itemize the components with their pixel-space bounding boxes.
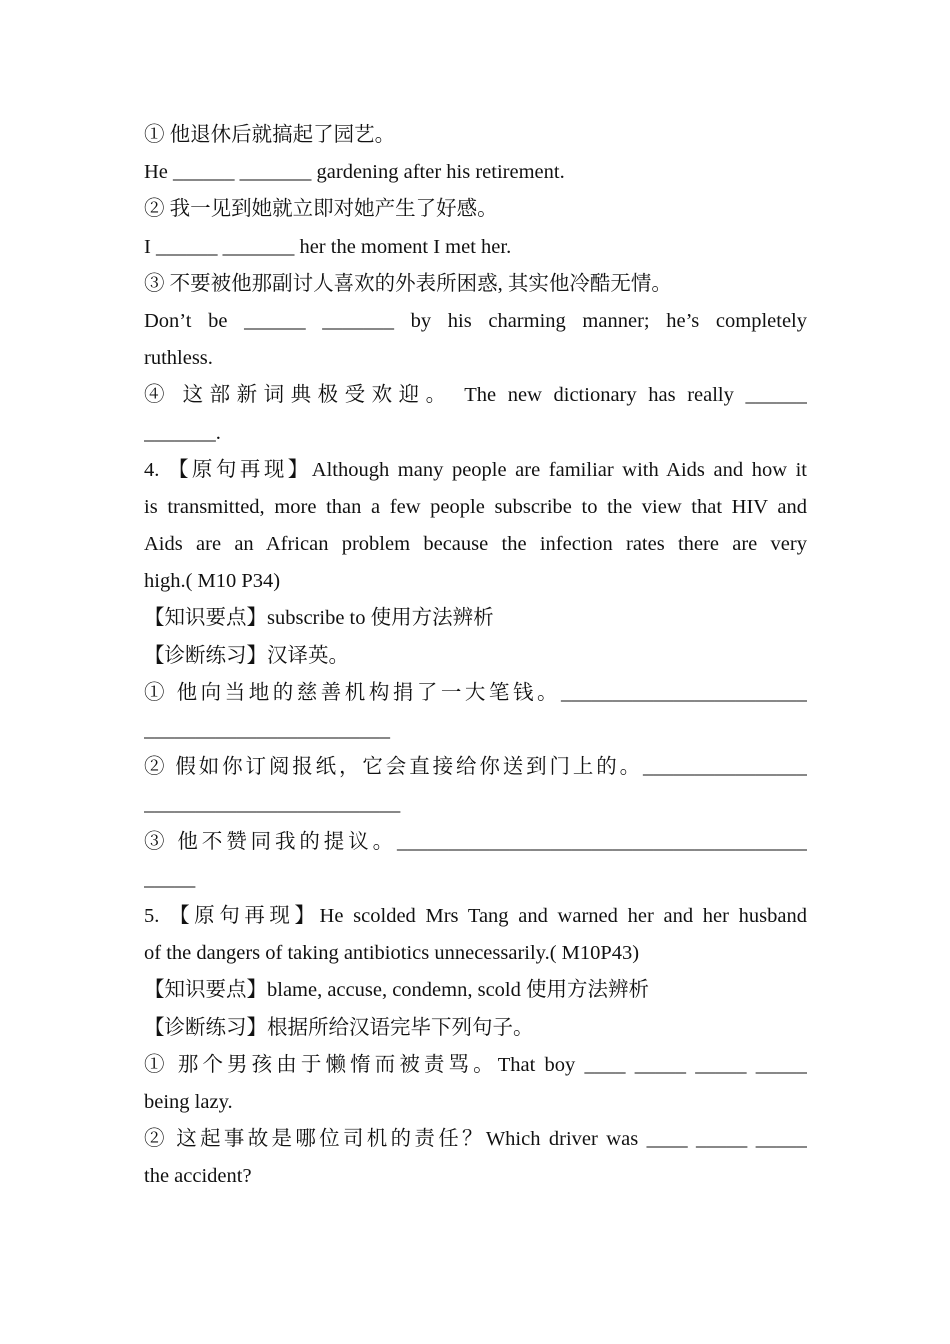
exercise-3-item-3-en-cont: ruthless. <box>144 347 213 370</box>
exercise-3-item-2-cn: ② 我一见到她就立即对她产生了好感。 <box>144 198 498 221</box>
section-5-item-1: ① 那个男孩由于懒惰而被责骂。That boy ____ _____ _____ _____ <box>144 1053 807 1076</box>
section-4-original-sentence-cont-2: Aids are an African problem because the infection rates there are very <box>144 533 807 556</box>
section-4-item-3-blank: _____ <box>144 867 196 890</box>
section-4-item-2: ② 假如你订阅报纸，它会直接给你送到门上的。________________ <box>144 756 807 779</box>
section-4-item-1-blank: ________________________ <box>144 719 390 741</box>
section-5-item-2: ② 这起事故是哪位司机的责任？Which driver was ____ _____ _____ <box>144 1128 807 1151</box>
document-page <box>144 117 807 1195</box>
section-4-exercise-heading: 【诊断练习】汉译英。 <box>144 644 349 667</box>
section-5-item-2-cont: the accident? <box>144 1165 252 1188</box>
section-5-exercise-heading: 【诊断练习】根据所给汉语完毕下列句子。 <box>144 1016 534 1039</box>
exercise-3-item-1-en: He ______ _______ gardening after his retirement. <box>144 161 565 184</box>
section-5-item-1-cont: being lazy. <box>144 1090 233 1113</box>
exercise-3-item-4-cont: _______. <box>144 421 221 444</box>
section-5-original-sentence: 5. 【原句再现】He scolded Mrs Tang and warned her and her husband <box>144 904 807 927</box>
section-4-original-sentence: 4. 【原句再现】Although many people are familiar with Aids and how it <box>144 458 807 481</box>
section-5-original-sentence-cont: of the dangers of taking antibiotics unnecessarily.( M10P43) <box>144 942 640 965</box>
section-5-key-point: 【知识要点】blame, accuse, condemn, scold 使用方法辨析 <box>144 979 650 1002</box>
exercise-3-item-3-cn: ③ 不要被他那副讨人喜欢的外表所困惑, 其实他冷酷无情。 <box>144 272 672 295</box>
exercise-3-item-3-en: Don’t be ______ _______ by his charming manner; he’s completely <box>144 309 807 332</box>
exercise-3-item-2-en: I ______ _______ her the moment I met her. <box>144 235 512 258</box>
section-4-original-sentence-cont-3: high.( M10 P34) <box>144 570 281 593</box>
section-4-item-2-blank: _________________________ <box>144 793 401 816</box>
section-4-item-1: ① 他向当地的慈善机构捐了一大笔钱。________________________ <box>144 681 807 704</box>
exercise-3-item-1-cn: ① 他退休后就搞起了园艺。 <box>144 124 396 146</box>
section-4-original-sentence-cont-1: is transmitted, more than a few people subscribe to the view that HIV and <box>144 495 807 518</box>
exercise-3-item-4: ④ 这部新词典极受欢迎。 The new dictionary has really ______ <box>144 384 807 407</box>
section-4-item-3: ③ 他不赞同我的提议。________________________________________ <box>144 830 807 853</box>
section-4-key-point: 【知识要点】subscribe to 使用方法辨析 <box>144 607 494 630</box>
